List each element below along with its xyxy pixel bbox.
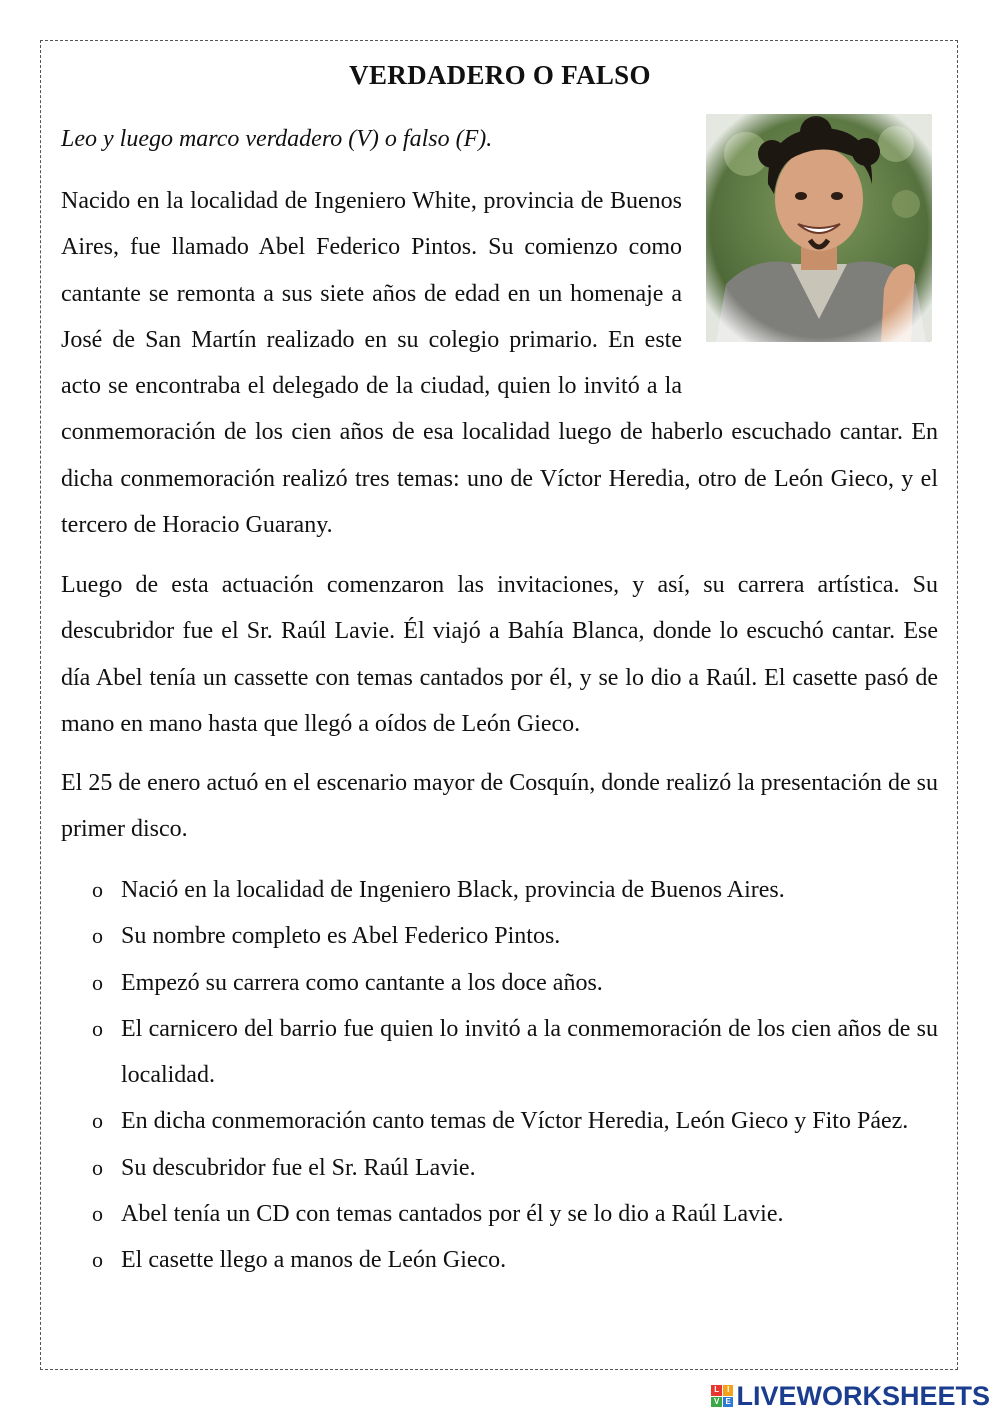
circle-bullet-icon: o — [92, 1154, 103, 1180]
statement-text: El carnicero del barrio fue quien lo invitó a la conmemoración de los cien años de su localidad. — [121, 1015, 938, 1089]
statement-item[interactable] — [92, 1145, 938, 1191]
statement-item[interactable] — [92, 1006, 938, 1099]
circle-bullet-icon: o — [92, 923, 103, 949]
statement-text: Su descubridor fue el Sr. Raúl Lavie. — [121, 1154, 476, 1181]
liveworksheets-logo[interactable] — [711, 1382, 990, 1410]
logo-mark-letter: I — [723, 1385, 734, 1396]
circle-bullet-icon: o — [92, 1247, 103, 1273]
logo-mark-letter: E — [723, 1397, 734, 1408]
statement-item[interactable] — [92, 960, 938, 1006]
statement-text: Empezó su carrera como cantante a los doce años. — [121, 969, 603, 996]
statement-item[interactable] — [92, 1098, 938, 1144]
circle-bullet-icon: o — [92, 969, 103, 995]
photo-wrap-space — [682, 178, 938, 364]
statement-text: Nació en la localidad de Ingeniero Black, provincia de Buenos Aires. — [121, 877, 785, 903]
statement-text: El casette llego a manos de León Gieco. — [121, 1247, 507, 1274]
instruction-text: Leo y luego marco verdadero (V) o falso (F). — [61, 126, 493, 152]
statement-item[interactable] — [92, 1191, 938, 1237]
paragraph-1 — [61, 178, 938, 548]
statement-item[interactable] — [92, 867, 938, 913]
paragraph-2: Luego de esta actuación comenzaron las invitaciones, y así, su carrera artística. Su descubridor fue el Sr. Raúl Lavie. Él viajó a Bahía Blanca, donde lo escuchó cantar. Ese día Abel tenía un cassette con temas cantados por él, y se lo dio a Raúl. El casette pasó de mano en mano hasta que llegó a oídos de León Gieco. — [61, 572, 938, 737]
logo-text: LIVEWORKSHEETS — [736, 1380, 990, 1411]
statements-list — [92, 867, 938, 1284]
statement-item[interactable] — [92, 1237, 938, 1283]
logo-mark-letter: L — [711, 1385, 722, 1396]
statement-text: Su nombre completo es Abel Federico Pintos. — [121, 923, 561, 950]
circle-bullet-icon: o — [92, 1015, 103, 1041]
circle-bullet-icon: o — [92, 1108, 103, 1134]
statement-item[interactable] — [92, 913, 938, 959]
liveworksheets-mark-icon — [711, 1385, 733, 1407]
worksheet-title: VERDADERO O FALSO — [349, 60, 651, 90]
paragraph-3: El 25 de enero actuó en el escenario mayor de Cosquín, donde realizó la presentación de su primer disco. — [61, 770, 938, 843]
statement-text: En dicha conmemoración canto temas de Víctor Heredia, León Gieco y Fito Páez. — [121, 1108, 909, 1135]
logo-mark-letter: V — [711, 1397, 722, 1408]
paragraph-1-text: Nacido en la localidad de Ingeniero White, provincia de Buenos Aires, fue llamado Abel Federico Pintos. Su comienzo como cantante se remonta a sus siete años de edad en un homenaje a José de San Martín realizado en su colegio primario. En este acto se encontraba el delegado de la ciudad, quien lo invitó a la conmemoración de los cien años de esa localidad luego de haberlo escuchado cantar. En dicha conmemoración realizó tres temas: uno de Víctor Heredia, otro de León Gieco, y el tercero de Horacio Guarany. — [61, 188, 938, 539]
circle-bullet-icon: o — [92, 877, 103, 902]
statement-text: Abel tenía un CD con temas cantados por él y se lo dio a Raúl Lavie. — [121, 1201, 784, 1228]
circle-bullet-icon: o — [92, 1201, 103, 1227]
